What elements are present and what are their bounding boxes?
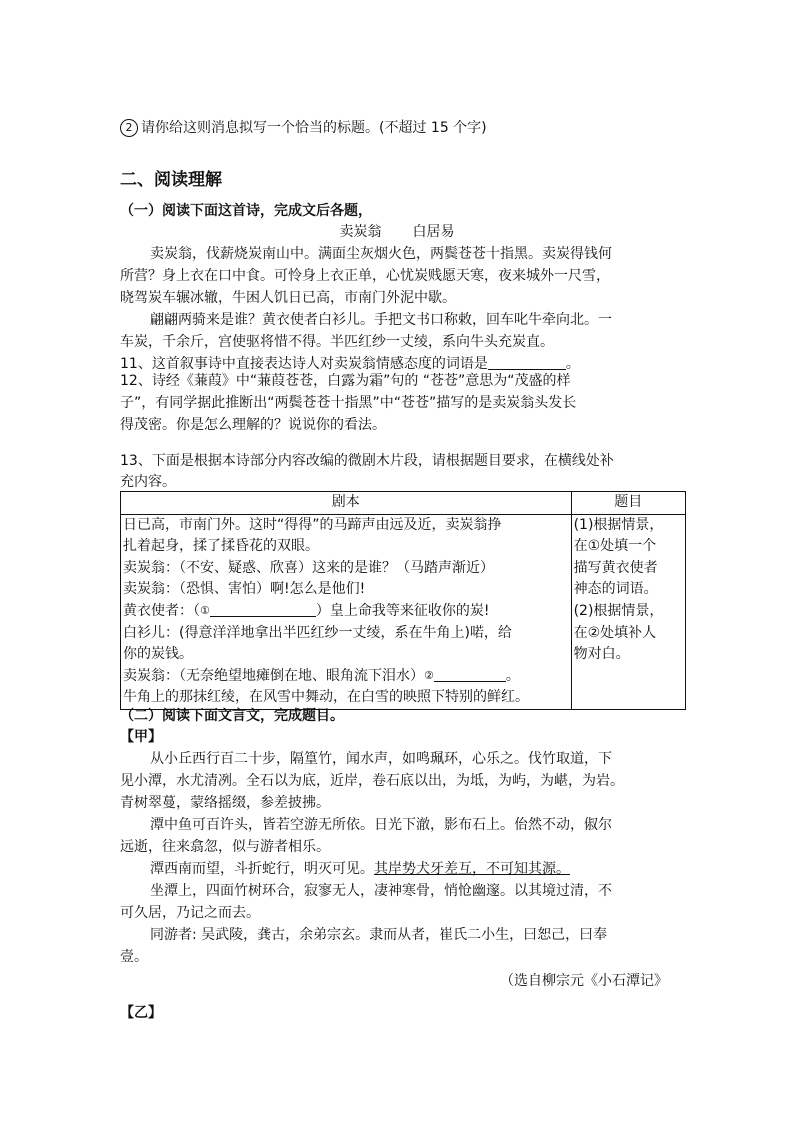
question-text: 请你给这则消息拟写一个恰当的标题。(不超过 15 个字) [141, 120, 487, 136]
yi-label: 【乙】 [120, 1005, 162, 1021]
poem-author: 白居易 [412, 224, 455, 240]
classical-line: 可久居，乃记之而去。 [120, 905, 260, 921]
poem-line: 车炭，千余斤，宫使驱将惜不得。半匹红纱一丈绫，系向牛头充炭直。 [120, 334, 554, 350]
task-line: 在①处填一个 [573, 538, 657, 555]
poem-line: 晓驾炭车辗冰辙，牛困人饥日已高，市南门外泥中歇。 [120, 290, 456, 306]
table-row [121, 514, 686, 709]
classical-line: 同游者: 吴武陵，龚古，余弟宗玄。隶而从者，崔氏二小生，曰恕己，曰奉 [150, 927, 608, 943]
script-text: 。 [505, 667, 520, 684]
question-11-text: 11、这首叙事诗中直接表达诗人对卖炭翁情感态度的词语是 [120, 356, 488, 372]
task-line: (2)根据情景， [573, 602, 664, 619]
poem-line: 翩翩两骑来是谁？黄衣使者白衫儿。手把文书口称敕，回车叱牛牵向北。一 [150, 312, 612, 328]
blank-marker-1: ① [200, 603, 210, 617]
poem-line: 所营？身上衣在口中食。可怜身上衣正单，心忧炭贱愿天寒，夜来城外一尺雪， [120, 268, 610, 284]
classical-text: 潭西南而望，斗折蛇行，明灭可见。 [150, 861, 374, 877]
question-11-end: 。 [565, 356, 580, 372]
script-line: 卖炭翁：（不安、疑惑、欣喜）这来的是谁？（马踏声渐近） [123, 559, 494, 576]
classical-line: 青树翠蔓，蒙络摇缀，参差披拂。 [120, 795, 330, 811]
task-line: 在②处填补人 [573, 624, 657, 641]
header-script: 剧本 [121, 492, 572, 515]
header-task: 题目 [571, 492, 685, 515]
classical-line [150, 858, 570, 880]
question-12-line: 子”，有同学据此推断出“两鬓苍苍十指黑”中“苍苍”描写的是卖炭翁头发长 [120, 395, 577, 411]
classical-line: 壹。 [120, 949, 148, 965]
script-line: 日已高，市南门外。这时“得得”的马蹄声由远及近，卖炭翁挣 [123, 516, 502, 533]
section-heading: 二、阅读理解 [120, 170, 222, 190]
answer-blank-1[interactable] [210, 602, 316, 617]
task-cell [571, 514, 685, 709]
question-13-line: 充内容。 [120, 474, 176, 490]
script-line: 白衫儿：(得意洋洋地拿出半匹红纱一丈绫，系在牛角上)喏，给 [123, 624, 512, 641]
poem-line: 卖炭翁，伐薪烧炭南山中。满面尘灰烟火色，两鬓苍苍十指黑。卖炭得钱何 [150, 246, 612, 262]
script-line [123, 666, 569, 688]
poem-heading [0, 221, 794, 243]
classical-line: 见小潭，水尤清冽。全石以为底，近岸，卷石底以出，为坻，为屿，为嵁，为岩。 [120, 773, 624, 789]
task-line: (1)根据情景， [573, 516, 664, 533]
underlined-sentence: 其岸势犬牙差互，不可知其源。 [374, 861, 570, 877]
answer-blank-2[interactable] [434, 667, 506, 682]
question-12-line: 12、诗经《蒹葭》中“蒹葭苍苍，白露为霜”句的 “苍苍”意思为“茂盛的样 [120, 373, 571, 389]
script-text: 黄衣使者：（ [123, 602, 200, 619]
script-line: 牛角上的那抹红绫，在风雪中舞动，在白雪的映照下特别的鲜红。 [123, 689, 529, 706]
part1-instruction: （一）阅读下面这首诗，完成文后各题， [120, 203, 372, 219]
blank-marker-2: ② [424, 668, 434, 682]
task-line: 物对白。 [573, 646, 630, 663]
classical-line: 潭中鱼可百许头，皆若空游无所依。日光下澈，影布石上。佁然不动，俶尔 [150, 817, 612, 833]
poem-title: 卖炭翁 [339, 224, 382, 240]
script-line: 扎着起身，揉了揉昏花的双眼。 [123, 538, 319, 555]
question-13-line: 13、下面是根据本诗部分内容改编的微剧木片段，请根据题目要求，在横线处补 [120, 453, 614, 469]
script-cell [121, 514, 572, 709]
circled-number: 2 [120, 119, 138, 137]
part2-instruction: （二）阅读下面文言文，完成题目。 [120, 708, 344, 724]
task-line: 神态的词语。 [573, 581, 658, 598]
table-header-row [121, 492, 686, 515]
classical-line: 从小丘西行百二十步，隔篁竹，闻水声，如鸣珮环，心乐之。伐竹取道，下 [150, 751, 612, 767]
jia-label: 【甲】 [120, 729, 162, 745]
script-text: ）皇上命我等来征收你的炭! [315, 602, 490, 619]
classical-line: 坐潭上，四面竹树环合，寂寥无人，凄神寒骨，悄怆幽邃。以其境过清，不 [150, 883, 612, 899]
question-12-line: 得茂密。你是怎么理解的？说说你的看法。 [120, 417, 386, 433]
question-line [120, 117, 487, 139]
script-line [123, 601, 569, 623]
task-line: 描写黄衣使者 [573, 559, 658, 576]
script-text: 卖炭翁：（无奈绝望地瘫倒在地、眼角流下泪水） [123, 667, 424, 684]
answer-blank[interactable] [488, 355, 566, 370]
drama-table [120, 491, 686, 710]
source-citation: （选自柳宗元《小石潭记》 [500, 973, 668, 989]
script-line: 你的炭钱。 [123, 646, 193, 663]
script-line: 卖炭翁：（恐惧、害怕）啊!怎么是他们! [123, 581, 366, 598]
classical-line: 远逝，往来翕忽，似与游者相乐。 [120, 839, 330, 855]
